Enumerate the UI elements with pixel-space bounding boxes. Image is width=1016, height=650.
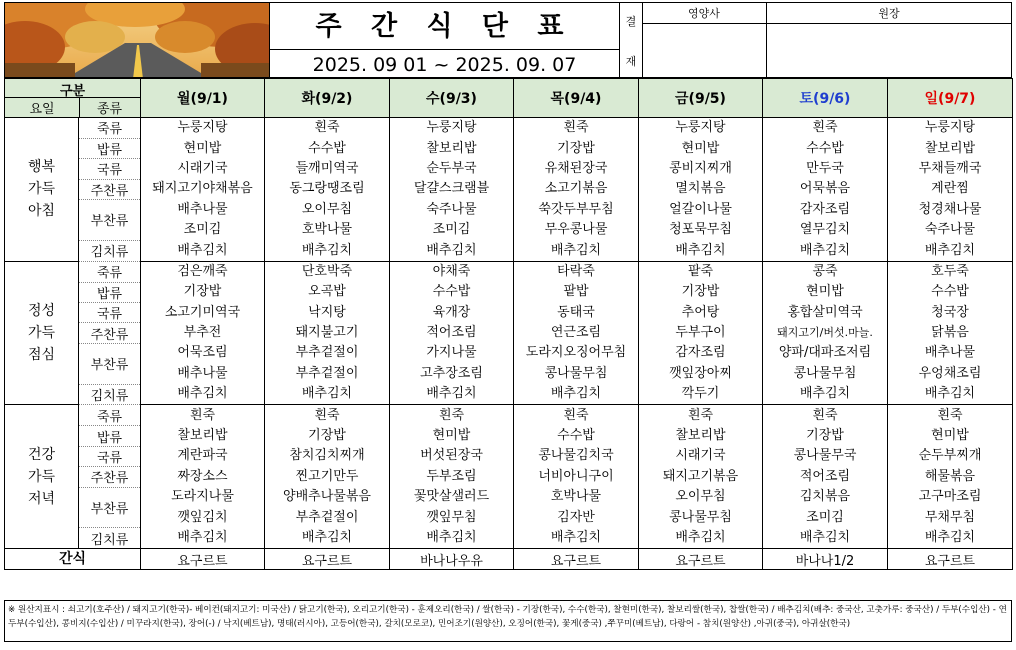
menu-item: 무채무침 bbox=[888, 507, 1013, 527]
menu-item: 배추김치 bbox=[514, 384, 639, 405]
approval-label-bottom: 재 bbox=[625, 55, 637, 68]
menu-item: 도라지나물 bbox=[141, 487, 265, 507]
menu-item: 배추김치 bbox=[390, 384, 514, 405]
menu-item: 찐고기만두 bbox=[265, 467, 390, 487]
snack-item: 바나나1/2 bbox=[763, 549, 888, 570]
day-header: 화(9/2) bbox=[265, 79, 390, 118]
menu-item: 돼지고기/버섯.마늘. bbox=[763, 323, 888, 343]
menu-item: 누룽지탕 bbox=[639, 118, 763, 139]
menu-item: 찰보리밥 bbox=[141, 426, 265, 446]
menu-item: 배추김치 bbox=[763, 528, 888, 549]
autumn-road-photo bbox=[4, 2, 270, 78]
menu-item: 순두부찌개 bbox=[888, 446, 1013, 466]
menu-item: 단호박죽 bbox=[265, 261, 390, 282]
menu-item: 가지나물 bbox=[390, 343, 514, 363]
autumn-road-image bbox=[5, 3, 270, 78]
menu-item: 청포묵무침 bbox=[639, 220, 763, 240]
menu-item: 어묵조림 bbox=[141, 343, 265, 363]
menu-item: 돼지고기야채볶음 bbox=[141, 179, 265, 199]
menu-item: 달걀스크램블 bbox=[390, 179, 514, 199]
menu-item: 무채들깨국 bbox=[888, 159, 1013, 179]
page-title: 주 간 식 단 표 bbox=[315, 11, 574, 42]
menu-item: 기장밥 bbox=[639, 282, 763, 302]
menu-item: 감자조림 bbox=[763, 200, 888, 220]
menu-row bbox=[5, 467, 1013, 487]
menu-item: 해물볶음 bbox=[888, 467, 1013, 487]
menu-item: 두부조림 bbox=[390, 467, 514, 487]
menu-item: 배추나물 bbox=[141, 364, 265, 384]
menu-item: 적어조림 bbox=[763, 467, 888, 487]
day-header-sunday: 일(9/7) bbox=[888, 79, 1013, 118]
snack-item: 요구르트 bbox=[141, 549, 265, 570]
menu-item: 시래기국 bbox=[639, 446, 763, 466]
category-label: 주찬류 bbox=[79, 467, 141, 487]
snack-item: 요구르트 bbox=[514, 549, 639, 570]
category-label: 밥류 bbox=[79, 426, 141, 446]
menu-item: 김자반 bbox=[514, 507, 639, 527]
menu-item: 순두부국 bbox=[390, 159, 514, 179]
menu-item: 콩나물김치국 bbox=[514, 446, 639, 466]
menu-item: 돼지불고기 bbox=[265, 323, 390, 343]
category-label: 주찬류 bbox=[79, 323, 141, 343]
menu-item: 콩죽 bbox=[763, 261, 888, 282]
menu-row bbox=[5, 446, 1013, 466]
menu-item: 수수밥 bbox=[763, 138, 888, 158]
menu-item: 적어조림 bbox=[390, 323, 514, 343]
menu-row bbox=[5, 405, 1013, 426]
approval-label-top: 결 bbox=[625, 15, 637, 28]
menu-item: 수수밥 bbox=[888, 282, 1013, 302]
menu-item: 타락죽 bbox=[514, 261, 639, 282]
menu-item: 고구마조림 bbox=[888, 487, 1013, 507]
menu-item: 배추나물 bbox=[141, 200, 265, 220]
menu-item: 김치볶음 bbox=[763, 487, 888, 507]
category-label: 부찬류 bbox=[79, 343, 141, 384]
menu-item: 계란파국 bbox=[141, 446, 265, 466]
menu-row bbox=[5, 282, 1013, 302]
menu-item: 짜장소스 bbox=[141, 467, 265, 487]
menu-row bbox=[5, 487, 1013, 507]
meal-label: 건강 가득 저녁 bbox=[5, 405, 79, 549]
menu-item: 흰죽 bbox=[763, 405, 888, 426]
menu-item: 배추김치 bbox=[888, 528, 1013, 549]
menu-item: 추어탕 bbox=[639, 303, 763, 323]
menu-item: 현미밥 bbox=[390, 426, 514, 446]
menu-item: 배추김치 bbox=[265, 384, 390, 405]
category-label: 죽류 bbox=[79, 405, 141, 426]
header-corner bbox=[5, 79, 141, 118]
menu-item: 기장밥 bbox=[763, 426, 888, 446]
category-label: 죽류 bbox=[79, 261, 141, 282]
yoil-label: 요일 bbox=[29, 102, 55, 117]
meal-label: 행복 가득 아침 bbox=[5, 118, 79, 262]
snack-item: 요구르트 bbox=[888, 549, 1013, 570]
menu-item: 야채죽 bbox=[390, 261, 514, 282]
title-divider bbox=[270, 49, 619, 50]
menu-item: 소고기볶음 bbox=[514, 179, 639, 199]
menu-item: 흰죽 bbox=[265, 118, 390, 139]
menu-item: 배추김치 bbox=[763, 240, 888, 261]
day-header-saturday: 토(9/6) bbox=[763, 79, 888, 118]
menu-item: 콩나물무침 bbox=[639, 507, 763, 527]
menu-row bbox=[5, 261, 1013, 282]
menu-item: 배추김치 bbox=[390, 528, 514, 549]
menu-item: 도라지오징어무침 bbox=[514, 343, 639, 363]
menu-item: 열무김치 bbox=[763, 220, 888, 240]
menu-item: 호박나물 bbox=[265, 220, 390, 240]
menu-item: 누룽지탕 bbox=[141, 118, 265, 139]
menu-item: 흰죽 bbox=[514, 118, 639, 139]
snack-item: 요구르트 bbox=[639, 549, 763, 570]
menu-item: 찰보리밥 bbox=[639, 426, 763, 446]
kind-label: 종류 bbox=[96, 102, 123, 117]
menu-item: 동그랑땡조림 bbox=[265, 179, 390, 199]
menu-item: 만두국 bbox=[763, 159, 888, 179]
menu-item: 누룽지탕 bbox=[888, 118, 1013, 139]
day-header: 월(9/1) bbox=[141, 79, 265, 118]
menu-item: 조미김 bbox=[141, 220, 265, 240]
menu-item: 홍합살미역국 bbox=[763, 303, 888, 323]
menu-item: 호두죽 bbox=[888, 261, 1013, 282]
category-label: 부찬류 bbox=[79, 200, 141, 241]
menu-item: 찰보리밥 bbox=[888, 138, 1013, 158]
menu-item: 배추김치 bbox=[888, 240, 1013, 261]
category-label: 주찬류 bbox=[79, 179, 141, 199]
menu-item: 콩나물무침 bbox=[763, 364, 888, 384]
menu-item: 감자조림 bbox=[639, 343, 763, 363]
category-label: 국류 bbox=[79, 446, 141, 466]
menu-item: 수수밥 bbox=[390, 282, 514, 302]
menu-item: 양파/대파조저림 bbox=[763, 343, 888, 363]
menu-item: 기장밥 bbox=[141, 282, 265, 302]
menu-item: 누룽지탕 bbox=[390, 118, 514, 139]
menu-item: 버섯된장국 bbox=[390, 446, 514, 466]
menu-item: 현미밥 bbox=[639, 138, 763, 158]
menu-row bbox=[5, 220, 1013, 240]
menu-item: 수수밥 bbox=[514, 426, 639, 446]
menu-item: 쑥갓두부무침 bbox=[514, 200, 639, 220]
menu-item: 꽃맛살샐러드 bbox=[390, 487, 514, 507]
category-label: 김치류 bbox=[79, 384, 141, 405]
menu-item: 배추김치 bbox=[639, 240, 763, 261]
menu-item: 유채된장국 bbox=[514, 159, 639, 179]
menu-item: 조미김 bbox=[390, 220, 514, 240]
menu-row bbox=[5, 528, 1013, 549]
menu-item: 찰보리밥 bbox=[390, 138, 514, 158]
meal-label: 정성 가득 점심 bbox=[5, 261, 79, 405]
header-area bbox=[4, 2, 1012, 78]
menu-row bbox=[5, 364, 1013, 384]
approval-box bbox=[620, 2, 1012, 78]
menu-item: 현미밥 bbox=[141, 138, 265, 158]
date-range: 2025. 09 01 ~ 2025. 09. 07 bbox=[312, 54, 577, 76]
snack-item: 요구르트 bbox=[265, 549, 390, 570]
menu-row bbox=[5, 200, 1013, 220]
menu-item: 두부구이 bbox=[639, 323, 763, 343]
menu-item: 우엉채조림 bbox=[888, 364, 1013, 384]
menu-item: 깻잎무침 bbox=[390, 507, 514, 527]
title-box bbox=[270, 2, 620, 78]
menu-item: 수수밥 bbox=[265, 138, 390, 158]
menu-item: 고추장조림 bbox=[390, 364, 514, 384]
day-header-row bbox=[5, 79, 1013, 118]
menu-item: 배추김치 bbox=[265, 240, 390, 261]
menu-body bbox=[5, 79, 1013, 570]
menu-item: 조미김 bbox=[763, 507, 888, 527]
menu-row bbox=[5, 323, 1013, 343]
menu-item: 흰죽 bbox=[514, 405, 639, 426]
menu-row bbox=[5, 240, 1013, 261]
menu-item: 양배추나물볶음 bbox=[265, 487, 390, 507]
menu-item: 깍두기 bbox=[639, 384, 763, 405]
menu-row bbox=[5, 303, 1013, 323]
menu-item: 현미밥 bbox=[763, 282, 888, 302]
day-header: 목(9/4) bbox=[514, 79, 639, 118]
menu-item: 배추나물 bbox=[888, 343, 1013, 363]
snack-row bbox=[5, 549, 1013, 570]
menu-item: 기장밥 bbox=[265, 426, 390, 446]
menu-item: 오곡밥 bbox=[265, 282, 390, 302]
menu-item: 콩나물무국 bbox=[763, 446, 888, 466]
menu-item: 들깨미역국 bbox=[265, 159, 390, 179]
menu-item: 배추김치 bbox=[265, 528, 390, 549]
menu-item: 얼갈이나물 bbox=[639, 200, 763, 220]
menu-item: 배추김치 bbox=[141, 528, 265, 549]
menu-item: 닭볶음 bbox=[888, 323, 1013, 343]
menu-item: 어묵볶음 bbox=[763, 179, 888, 199]
menu-item: 무우콩나물 bbox=[514, 220, 639, 240]
menu-item: 팥죽 bbox=[639, 261, 763, 282]
menu-item: 육개장 bbox=[390, 303, 514, 323]
menu-item: 호박나물 bbox=[514, 487, 639, 507]
menu-row bbox=[5, 507, 1013, 527]
day-header: 금(9/5) bbox=[639, 79, 763, 118]
menu-row bbox=[5, 343, 1013, 363]
menu-item: 부추겉절이 bbox=[265, 364, 390, 384]
menu-item: 부추전 bbox=[141, 323, 265, 343]
category-label: 부찬류 bbox=[79, 487, 141, 528]
category-label: 김치류 bbox=[79, 528, 141, 549]
menu-table bbox=[4, 78, 1013, 570]
menu-item: 콩비지찌개 bbox=[639, 159, 763, 179]
menu-item: 오이무침 bbox=[639, 487, 763, 507]
menu-item: 너비아니구이 bbox=[514, 467, 639, 487]
menu-item: 소고기미역국 bbox=[141, 303, 265, 323]
menu-row bbox=[5, 159, 1013, 179]
menu-item: 배추김치 bbox=[763, 384, 888, 405]
menu-item: 배추김치 bbox=[888, 384, 1013, 405]
snack-label: 간식 bbox=[5, 549, 141, 570]
menu-item: 동태국 bbox=[514, 303, 639, 323]
menu-item: 기장밥 bbox=[514, 138, 639, 158]
snack-item: 바나나우유 bbox=[390, 549, 514, 570]
category-label: 국류 bbox=[79, 303, 141, 323]
menu-item: 팥밥 bbox=[514, 282, 639, 302]
menu-item: 흰죽 bbox=[390, 405, 514, 426]
origin-footnote: ※ 원산지표시 : 쇠고기(호주산) / 돼지고기(한국)- 베이컨(돼지고기: 미국산) / 닭고기(한국), 오리고기(한국) - 훈제오리(한국) / 쌀(한국) - 기장(한국), 수수(한국), 찰현미(한국), 찰보리쌀(한국), 찹쌀(한국) / 배추김치(배추: 중국산, 고춧가루: 중국산) / 두부(수입산) - 연두부(수입산), 콩비지(수입산) / 미꾸라지(한국), 장어(-) / 낙지(베트남), 명태(러시아), 고등어(한국), 갈치(모로코), 민어조기(원양산), 오징어(한국), 꽃게(중국) ,쭈꾸미(베트남), 다랑어 - 참치(원양산) ,아귀(중국), 아귀살(한국) bbox=[4, 600, 1012, 642]
menu-row bbox=[5, 426, 1013, 446]
menu-item: 배추김치 bbox=[639, 528, 763, 549]
menu-item: 연근조림 bbox=[514, 323, 639, 343]
menu-item: 참치김치찌개 bbox=[265, 446, 390, 466]
menu-item: 흰죽 bbox=[888, 405, 1013, 426]
category-label: 밥류 bbox=[79, 282, 141, 302]
menu-item: 흰죽 bbox=[141, 405, 265, 426]
division-label: 구분 bbox=[59, 84, 86, 99]
category-label: 국류 bbox=[79, 159, 141, 179]
role-director: 원장 bbox=[878, 7, 900, 20]
menu-item: 검은깨죽 bbox=[141, 261, 265, 282]
day-header: 수(9/3) bbox=[390, 79, 514, 118]
menu-item: 숙주나물 bbox=[888, 220, 1013, 240]
menu-item: 부추겉절이 bbox=[265, 343, 390, 363]
menu-item: 현미밥 bbox=[888, 426, 1013, 446]
category-label: 밥류 bbox=[79, 138, 141, 158]
menu-item: 멸치볶음 bbox=[639, 179, 763, 199]
role-nutritionist: 영양사 bbox=[688, 7, 720, 20]
menu-item: 콩나물무침 bbox=[514, 364, 639, 384]
menu-item: 돼지고기볶음 bbox=[639, 467, 763, 487]
menu-item: 흰죽 bbox=[639, 405, 763, 426]
menu-item: 배추김치 bbox=[514, 528, 639, 549]
menu-item: 깻잎장아찌 bbox=[639, 364, 763, 384]
category-label: 죽류 bbox=[79, 118, 141, 139]
menu-item: 배추김치 bbox=[390, 240, 514, 261]
menu-row bbox=[5, 384, 1013, 405]
menu-item: 흰죽 bbox=[763, 118, 888, 139]
menu-item: 깻잎김치 bbox=[141, 507, 265, 527]
approval-divider bbox=[642, 23, 1011, 24]
category-label: 김치류 bbox=[79, 240, 141, 261]
menu-item: 계란찜 bbox=[888, 179, 1013, 199]
menu-item: 부추겉절이 bbox=[265, 507, 390, 527]
menu-item: 흰죽 bbox=[265, 405, 390, 426]
menu-row bbox=[5, 179, 1013, 199]
menu-item: 배추김치 bbox=[141, 240, 265, 261]
menu-row bbox=[5, 118, 1013, 139]
menu-item: 오이무침 bbox=[265, 200, 390, 220]
menu-item: 청경채나물 bbox=[888, 200, 1013, 220]
menu-item: 배추김치 bbox=[514, 240, 639, 261]
menu-row bbox=[5, 138, 1013, 158]
menu-item: 배추김치 bbox=[141, 384, 265, 405]
menu-item: 시래기국 bbox=[141, 159, 265, 179]
menu-item: 청국장 bbox=[888, 303, 1013, 323]
menu-item: 숙주나물 bbox=[390, 200, 514, 220]
menu-item: 낙지탕 bbox=[265, 303, 390, 323]
